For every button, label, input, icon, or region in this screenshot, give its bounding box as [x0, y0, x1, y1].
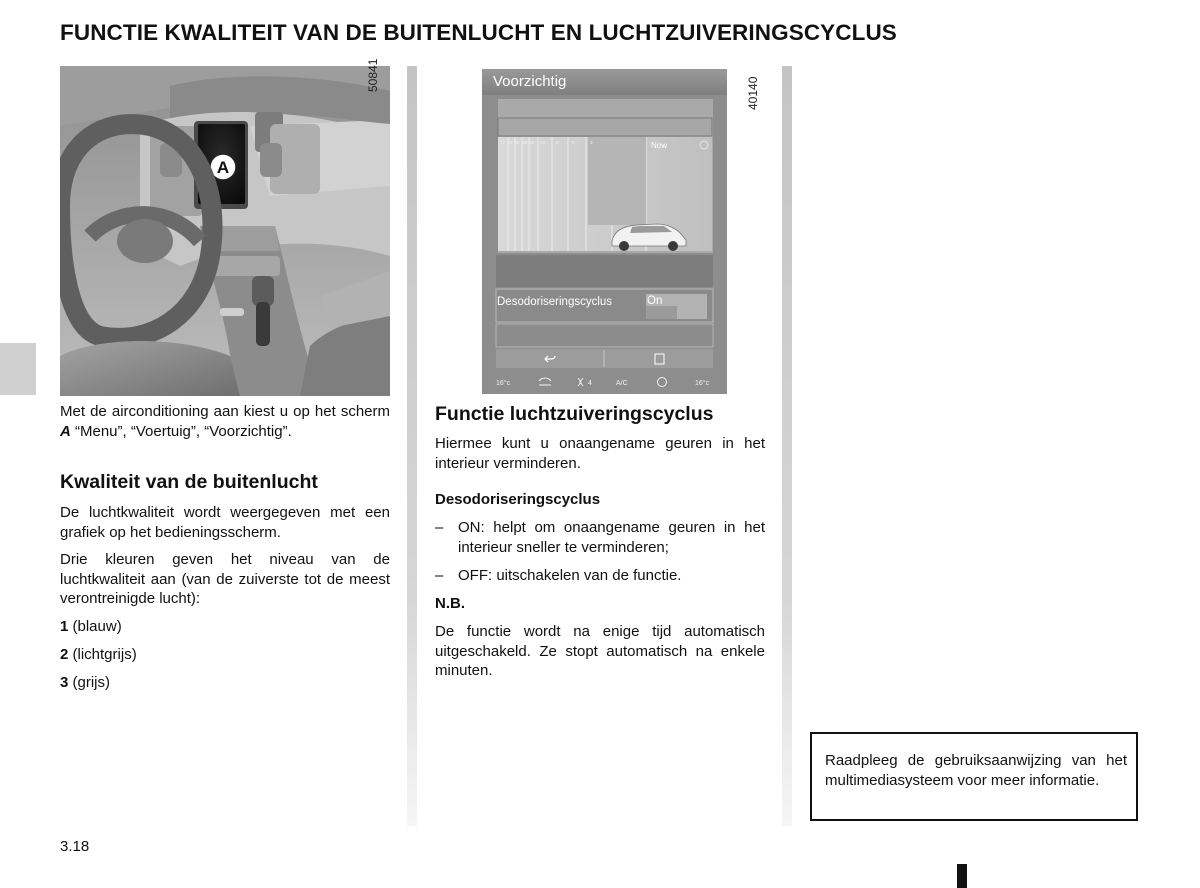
paragraph-2: Drie kleuren geven het niveau van de luchtkwaliteit aan (van de zuiverste tot de meest verontreinigde lucht): [60, 551, 390, 607]
heading-air-purification-cycle: Functie luchtzuiveringscyclus [435, 403, 714, 425]
list-item [435, 566, 765, 586]
figure-ref-left: 50841 [366, 58, 380, 92]
graph-tick: 12 [540, 140, 546, 145]
list-dash: – [435, 519, 444, 536]
subheading-deodorising-cycle: Desodoriseringscyclus [435, 491, 601, 508]
callout-a: A [216, 158, 230, 177]
multimedia-screen-illustration [482, 69, 727, 394]
multimedia-screen-figure [482, 69, 727, 394]
level-item-1 [60, 617, 122, 637]
level-num: 3 [60, 674, 69, 691]
setting-row-value: On [647, 295, 663, 307]
paragraph-1: De luchtkwaliteit wordt weergegeven met een grafiek op het bedieningsscherm. [60, 504, 390, 541]
page-title: FUNCTIE KWALITEIT VAN DE BUITENLUCHT EN LUCHTZUIVERINGSCYCLUS [60, 20, 897, 45]
fan-speed: 4 [588, 380, 592, 387]
list-item-text: OFF: uitschakelen van de functie. [458, 567, 682, 584]
level-label: (lichtgrijs) [72, 646, 137, 663]
graph-tick: 15 [529, 140, 535, 145]
column-divider-right [782, 66, 792, 826]
heading-outside-air-quality: Kwaliteit van de buitenlucht [60, 471, 318, 493]
corner-mark [957, 864, 967, 888]
level-label: (blauw) [72, 618, 122, 635]
intro-paragraph: Hiermee kunt u onaangename geuren in het interieur verminderen. [435, 435, 765, 472]
setting-row-label: Desodoriseringscyclus [497, 296, 613, 308]
level-label: (grijs) [72, 674, 111, 691]
graph-tick: 3 [590, 140, 593, 145]
list-dash: – [435, 567, 444, 584]
graph-tick: 27 [500, 140, 506, 145]
figure-ref-right: 40140 [746, 76, 760, 110]
figure-caption [60, 402, 390, 441]
graph-now-label: Now [651, 141, 668, 150]
graph-tick: 18 [522, 140, 528, 145]
nb-paragraph: De functie wordt na enige tijd automatisch uitgeschakeld. Ze stopt automatisch na enkele minuten. [435, 623, 765, 679]
graph-tick: 25 [507, 140, 513, 145]
level-num: 1 [60, 618, 69, 635]
column-divider-left [407, 66, 417, 826]
graph-tick: 9 [556, 140, 559, 145]
temp-left: 16°c [496, 380, 511, 387]
level-item-2 [60, 645, 137, 665]
caption-ref: A [60, 422, 71, 440]
ac-label: A/C [616, 380, 628, 387]
level-num: 2 [60, 646, 69, 663]
note-box [810, 732, 1138, 821]
note-text: Raadpleeg de gebruiksaanwijzing van het multimediasysteem voor meer informatie. [825, 752, 1127, 789]
nb-label: N.B. [435, 595, 465, 612]
dashboard-photo [60, 66, 390, 396]
chapter-tab [0, 343, 36, 395]
list-item [435, 518, 765, 558]
screen-title: Voorzichtig [493, 73, 567, 90]
temp-right: 16°c [695, 380, 710, 387]
graph-tick: 21 [514, 140, 520, 145]
caption-text-end: “Menu”, “Voertuig”, “Voorzichtig”. [70, 422, 292, 440]
graph-tick: 6 [572, 140, 575, 145]
page-number: 3.18 [60, 838, 90, 855]
level-item-3 [60, 673, 110, 693]
list-item-text: ON: helpt om onaangename geuren in het interieur sneller te verminderen; [458, 519, 765, 556]
caption-text: Met de airconditioning aan kiest u op het scherm [60, 403, 390, 420]
dashboard-illustration [60, 66, 390, 396]
